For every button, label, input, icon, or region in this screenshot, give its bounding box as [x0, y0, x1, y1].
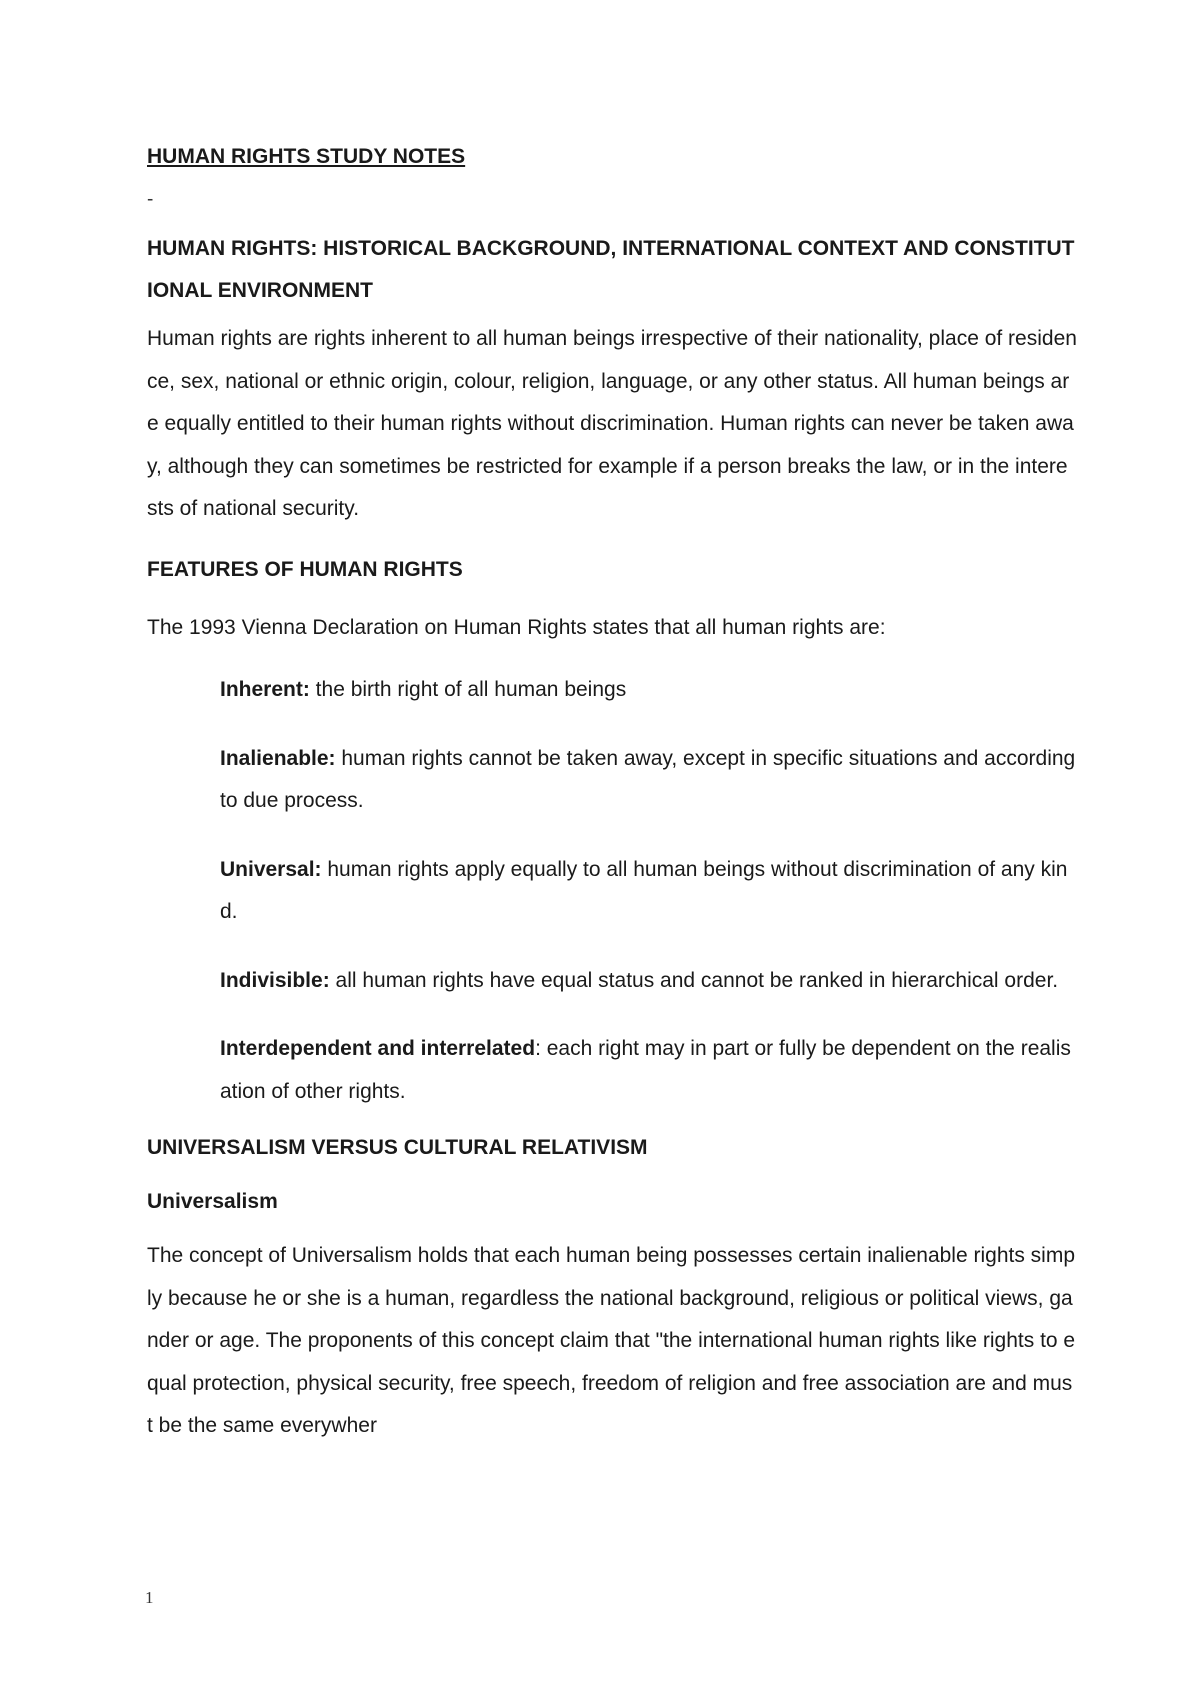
- feature-item-inherent: [220, 669, 1080, 712]
- feature-text: : each right may in part or fully be dependent on the realisation of other rights.: [220, 1037, 1071, 1103]
- document-title: HUMAN RIGHTS STUDY NOTES: [147, 145, 466, 168]
- feature-term: Universal:: [220, 857, 322, 881]
- feature-text: human rights apply equally to all human beings without discrimination of any kind.: [220, 857, 1068, 923]
- document-content: [147, 142, 1077, 1448]
- feature-term: Inalienable:: [220, 746, 336, 770]
- feature-list: [220, 669, 1080, 1113]
- section-heading-features: FEATURES OF HUMAN RIGHTS: [147, 557, 463, 581]
- feature-item-interdependent: [220, 1028, 1080, 1113]
- feature-item-indivisible: [220, 960, 1080, 1003]
- feature-term: Inherent:: [220, 678, 310, 701]
- paragraph-universalism: The concept of Universalism holds that each human being possesses certain inalienable rights simply because he or she is a human, regardless the national background, religious or political views, gander or age. The proponents of this concept claim that "the international human rights like rights to equal protection, physical security, free speech, freedom of religion and free association are and must be the same everywher: [147, 1244, 1076, 1437]
- paragraph-definition: Human rights are rights inherent to all human beings irrespective of their nationality, place of residence, sex, national or ethnic origin, colour, religion, language, or any other status. All human beings are equally entitled to their human rights without discrimination. Human rights can never be taken away, although they can sometimes be restricted for example if a person breaks the law, or in the interests of national security.: [147, 327, 1077, 520]
- section-heading-universalism-relativism: UNIVERSALISM VERSUS CULTURAL RELATIVISM: [147, 1136, 648, 1159]
- feature-text: the birth right of all human beings: [309, 678, 627, 701]
- subheading-universalism: Universalism: [147, 1190, 278, 1213]
- feature-text: all human rights have equal status and cannot be ranked in hierarchical order.: [329, 968, 1059, 992]
- page-number: 1: [145, 1588, 154, 1607]
- separator: -: [147, 189, 154, 210]
- section-heading-background: HUMAN RIGHTS: HISTORICAL BACKGROUND, INTERNATIONAL CONTEXT AND CONSTITUTIONAL ENVIRONMENT: [147, 237, 1075, 302]
- paragraph-vienna-intro: The 1993 Vienna Declaration on Human Rights states that all human rights are:: [147, 615, 886, 639]
- feature-item-inalienable: [220, 738, 1080, 823]
- feature-text: human rights cannot be taken away, except in specific situations and according to due process.: [220, 746, 1076, 812]
- feature-term: Interdependent and interrelated: [220, 1037, 536, 1060]
- feature-term: Indivisible:: [220, 968, 330, 992]
- feature-item-universal: [220, 849, 1080, 934]
